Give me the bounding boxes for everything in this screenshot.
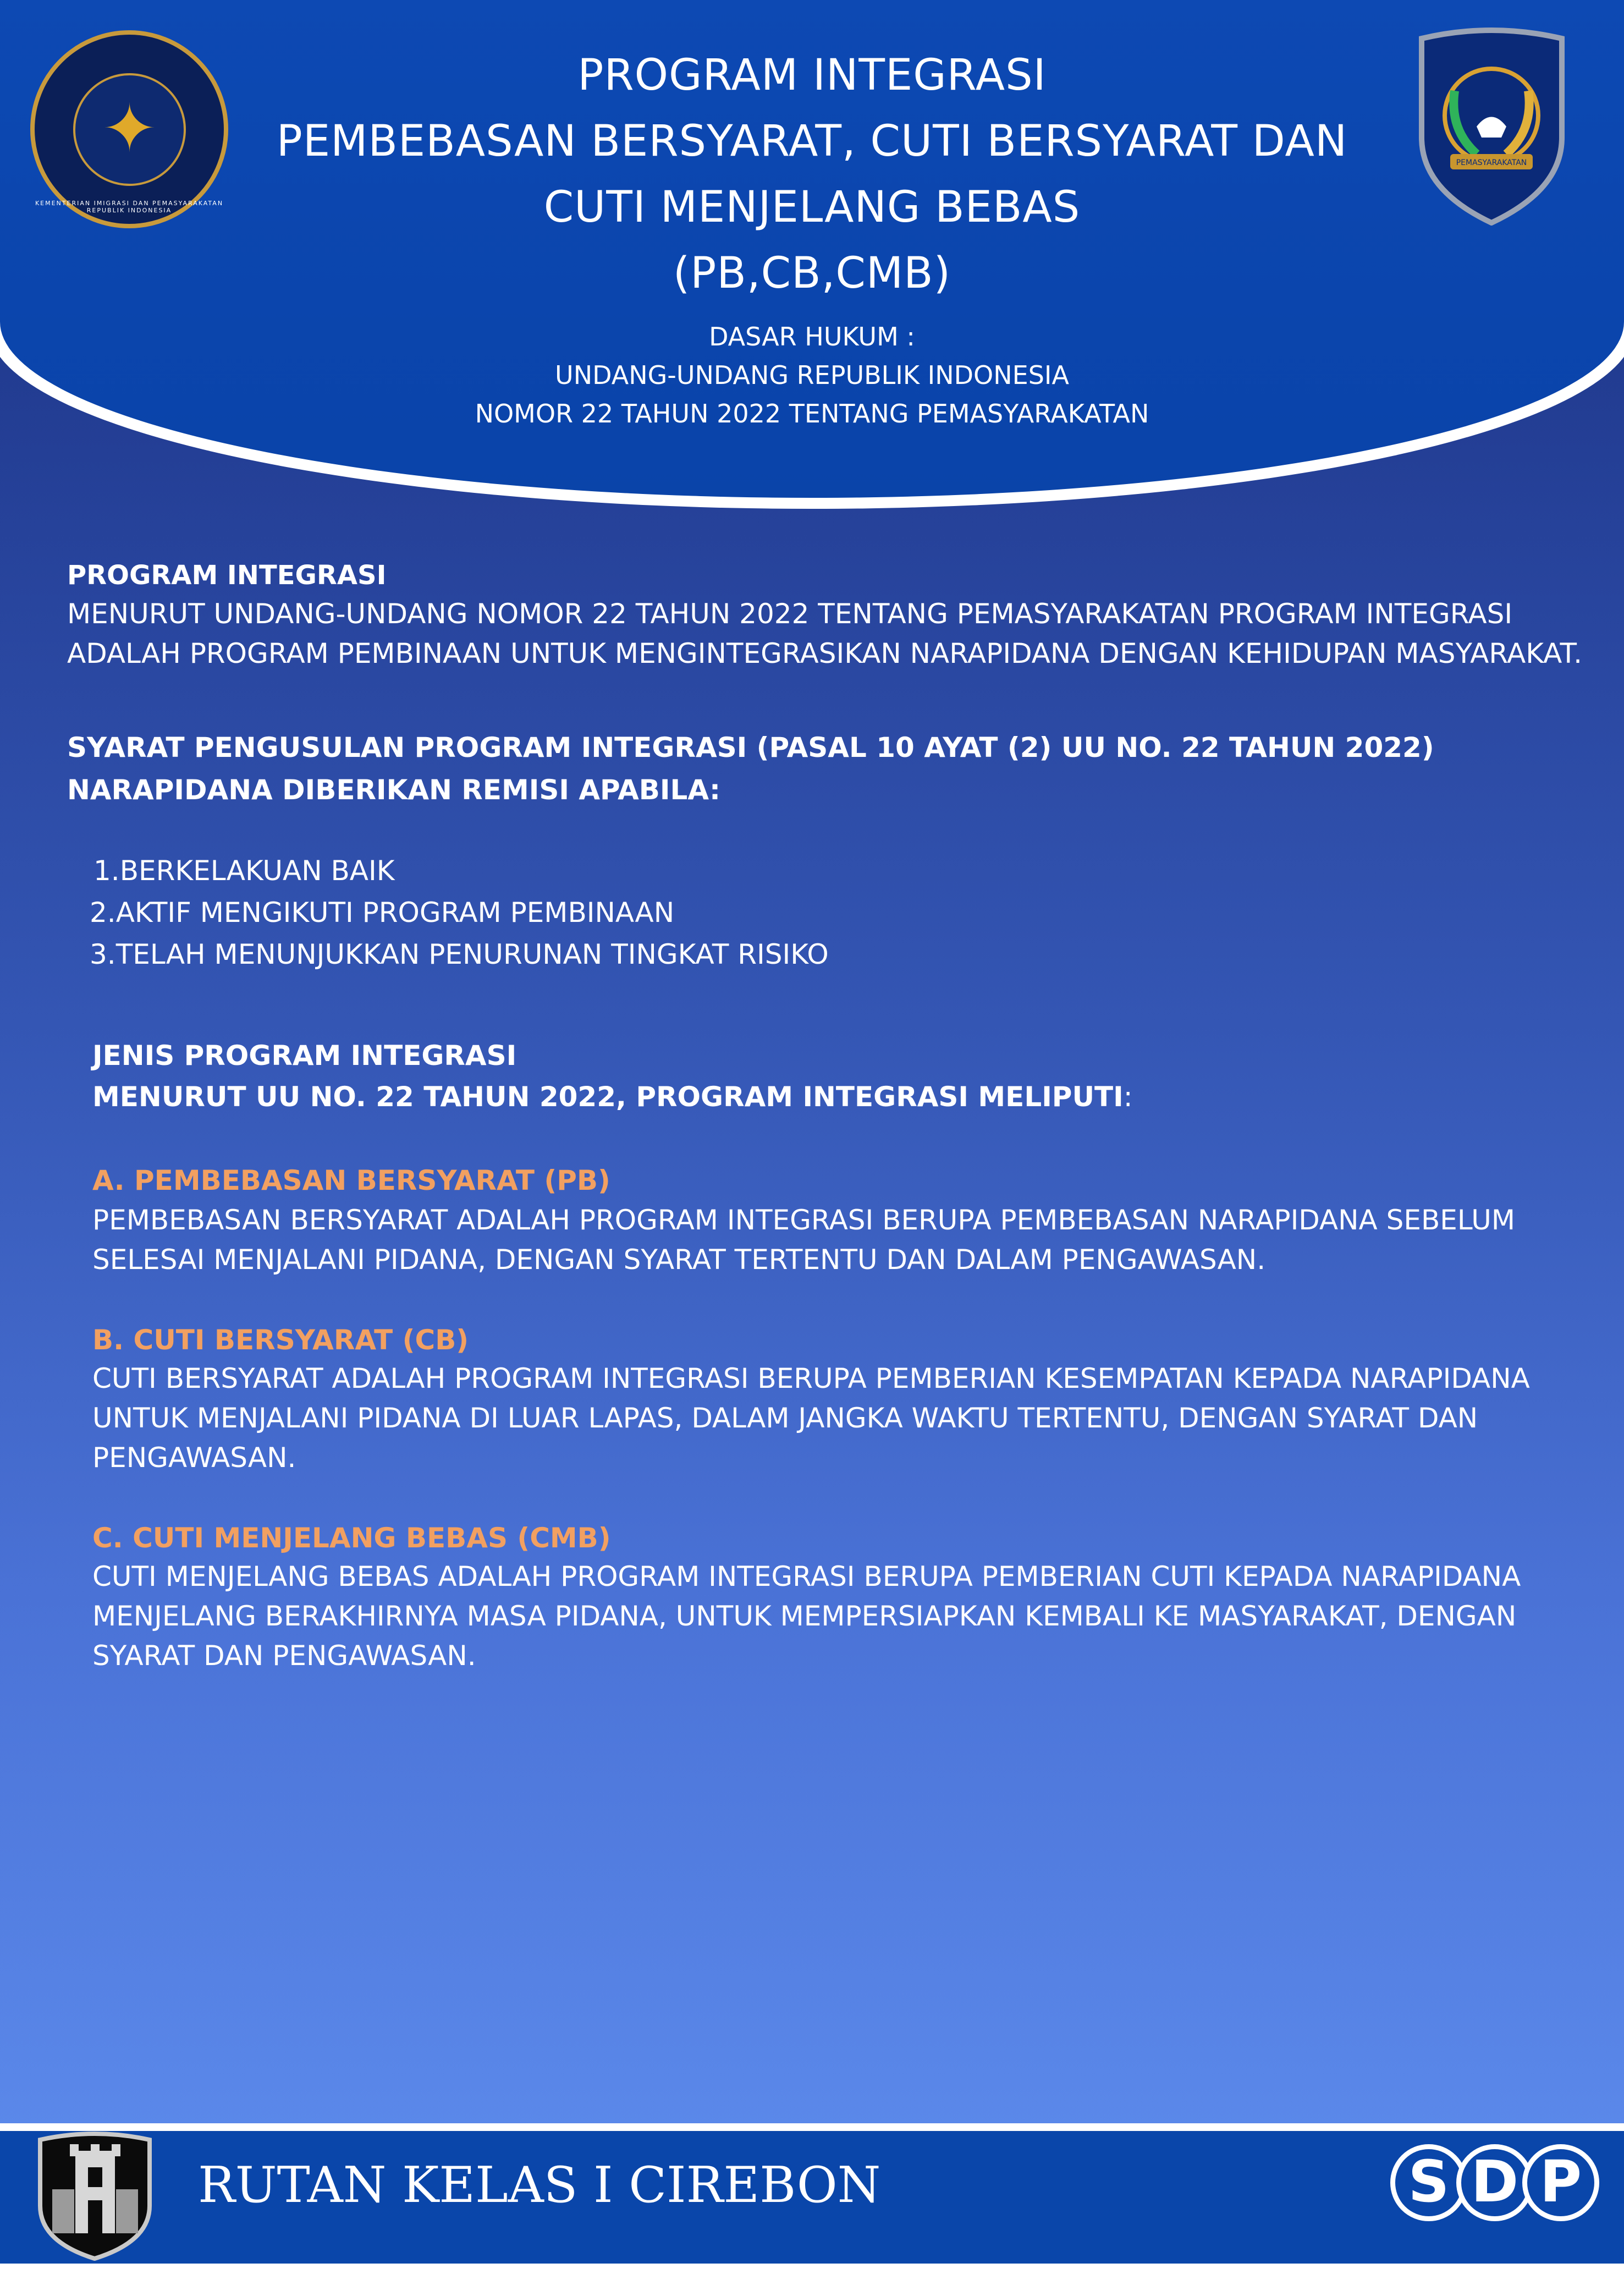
section1-body-line-1: MENURUT UNDANG-UNDANG NOMOR 22 TAHUN 2022 TENTANG PEMASYARAKATAN PROGRAM INTEGRASI [67, 598, 1513, 630]
title-line-2: PEMBEBASAN BERSYARAT, CUTI BERSYARAT DAN [276, 117, 1348, 166]
section1-body-line-2: ADALAH PROGRAM PEMBINAAN UNTUK MENGINTEGRASIKAN NARAPIDANA DENGAN KEHIDUPAN MASYARAKAT. [67, 638, 1583, 669]
section3-intro-text: MENURUT UU NO. 22 TAHUN 2022, PROGRAM INTEGRASI MELIPUTI [92, 1081, 1124, 1113]
legal-basis-number: NOMOR 22 TAHUN 2022 TENTANG PEMASYARAKATAN [475, 399, 1149, 429]
program-c-line-2: MENJELANG BERAKHIRNYA MASA PIDANA, UNTUK MEMPERSIAPKAN KEMBALI KE MASYARAKAT, DENGAN [92, 1600, 1517, 1632]
ministry-emblem-logo [30, 30, 228, 228]
list-item-number: 3. [90, 938, 116, 970]
section3-heading: JENIS PROGRAM INTEGRASI [92, 1040, 517, 1072]
list-item [90, 893, 674, 932]
program-b-label: B. CUTI BERSYARAT (CB) [92, 1324, 469, 1356]
section2-heading-line-2: NARAPIDANA DIBERIKAN REMISI APABILA: [67, 774, 720, 806]
list-item-number: 2. [90, 897, 116, 929]
program-c-label: C. CUTI MENJELANG BEBAS (CMB) [92, 1522, 611, 1554]
title-line-3: CUTI MENJELANG BEBAS [543, 183, 1081, 232]
list-item [93, 851, 395, 891]
program-a-label: A. PEMBEBASAN BERSYARAT (PB) [92, 1165, 610, 1196]
program-c-line-1: CUTI MENJELANG BEBAS ADALAH PROGRAM INTEGRASI BERUPA PEMBERIAN CUTI KEPADA NARAPIDANA [92, 1561, 1521, 1592]
list-item [90, 935, 829, 974]
section3-intro-colon: : [1123, 1081, 1133, 1113]
emblem-inner-circle [73, 73, 186, 186]
sdp-letter-p: P [1522, 2144, 1599, 2221]
program-b-line-3: PENGAWASAN. [92, 1442, 296, 1474]
shield-ribbon-text: PEMASYARAKATAN [1456, 158, 1527, 167]
sdp-letter-s: S [1390, 2144, 1467, 2221]
program-a-line-2: SELESAI MENJALANI PIDANA, DENGAN SYARAT TERTENTU DAN DALAM PENGAWASAN. [92, 1244, 1266, 1276]
program-c-line-3: SYARAT DAN PENGAWASAN. [92, 1640, 476, 1672]
list-item-text: TELAH MENUNJUKKAN PENURUNAN TINGKAT RISIKO [115, 938, 829, 970]
footer-institution-name: RUTAN KELAS I CIREBON [198, 2156, 881, 2214]
legal-basis-label: DASAR HUKUM : [709, 322, 915, 351]
rutan-tower-logo [36, 2129, 154, 2261]
title-line-1: PROGRAM INTEGRASI [577, 51, 1047, 100]
page-header [0, 0, 1624, 498]
section3-intro [92, 1077, 1133, 1117]
pemasyarakatan-shield-logo [1416, 25, 1567, 226]
legal-basis-law: UNDANG-UNDANG REPUBLIK INDONESIA [555, 360, 1069, 390]
program-b-line-2: UNTUK MENJALANI PIDANA DI LUAR LAPAS, DALAM JANGKA WAKTU TERTENTU, DENGAN SYARAT DAN [92, 1402, 1478, 1434]
list-item-text: BERKELAKUAN BAIK [119, 855, 395, 887]
section2-heading-line-1: SYARAT PENGUSULAN PROGRAM INTEGRASI (PASAL 10 AYAT (2) UU NO. 22 TAHUN 2022) [67, 732, 1434, 764]
emblem-ring-text: KEMENTERIAN IMIGRASI DAN PEMASYARAKATAN REPUBLIK INDONESIA [35, 200, 224, 214]
title-line-4: (PB,CB,CMB) [673, 249, 951, 298]
footer-bottom-strip [0, 2264, 1624, 2274]
program-b-line-1: CUTI BERSYARAT ADALAH PROGRAM INTEGRASI BERUPA PEMBERIAN KESEMPATAN KEPADA NARAPIDANA [92, 1363, 1530, 1394]
list-item-text: AKTIF MENGIKUTI PROGRAM PEMBINAAN [115, 897, 675, 929]
list-item-number: 1. [93, 855, 120, 887]
program-a-line-1: PEMBEBASAN BERSYARAT ADALAH PROGRAM INTEGRASI BERUPA PEMBEBASAN NARAPIDANA SEBELUM [92, 1204, 1515, 1236]
garuda-icon: ✦ [102, 91, 157, 167]
section1-heading: PROGRAM INTEGRASI [67, 560, 387, 591]
sdp-letter-d: D [1456, 2144, 1533, 2221]
